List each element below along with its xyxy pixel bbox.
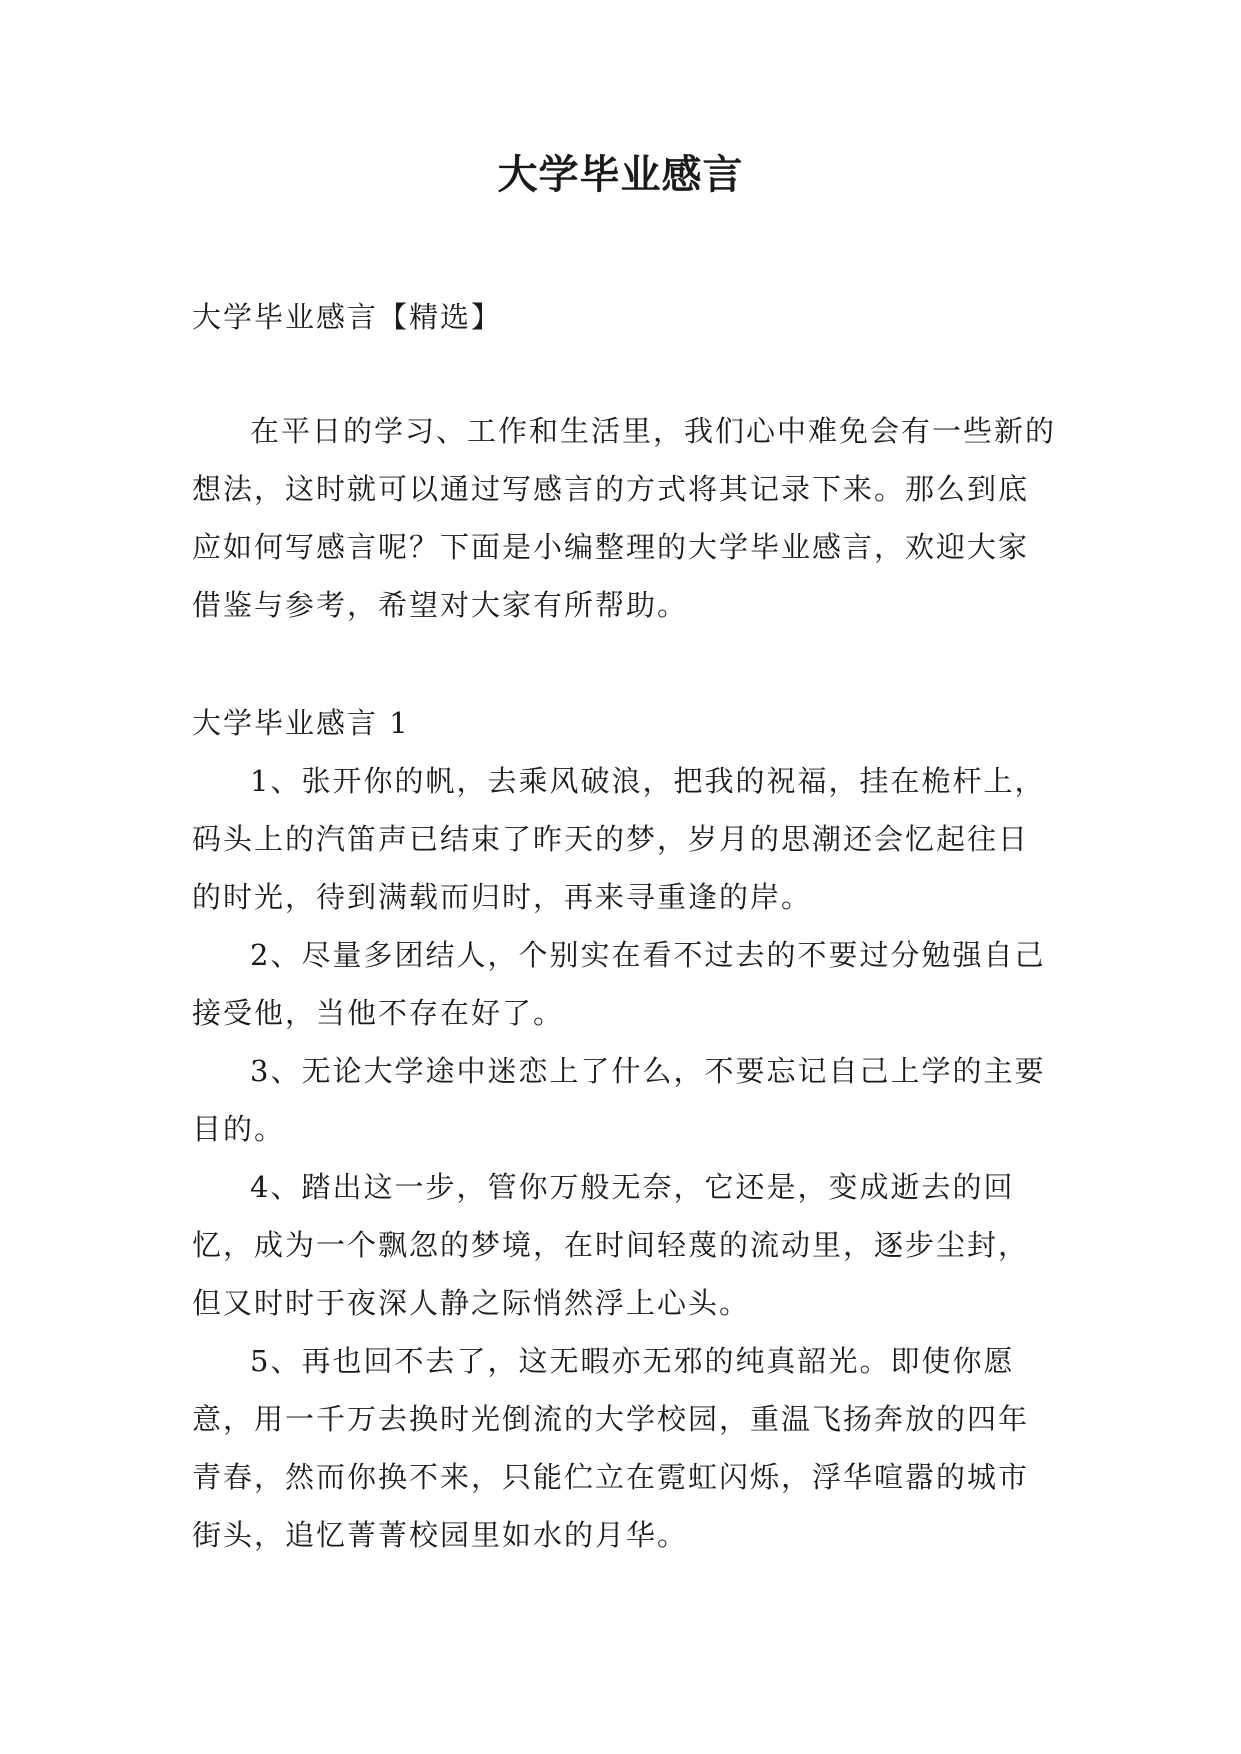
list-item-3: 3、无论大学途中迷恋上了什么，不要忘记自己上学的主要目的。 (192, 1054, 1046, 1146)
document-title: 大学毕业感言 (497, 152, 744, 198)
list-item-1: 1、张开你的帆，去乘风破浪，把我的祝福，挂在桅杆上，码头上的汽笛声已结束了昨天的梦，岁月的思潮还会忆起往日的时光，待到满载而归时，再来寻重逢的岸。 (192, 764, 1046, 914)
section-1 (192, 694, 1056, 1564)
section-heading: 大学毕业感言 1 (192, 706, 410, 740)
list-item-4: 4、踏出这一步，管你万般无奈，它还是，变成逝去的回忆，成为一个飘忽的梦境，在时间轻蔑的流动里，逐步尘封，但又时时于夜深人静之际悄然浮上心头。 (192, 1170, 1030, 1320)
list-item-5: 5、再也回不去了，这无暇亦无邪的纯真韶光。即使你愿意，用一千万去换时光倒流的大学校园，重温飞扬奔放的四年青春，然而你换不来，只能伫立在霓虹闪烁，浮华喧嚣的城市街头，追忆菁菁校园里如水的月华。 (192, 1344, 1030, 1552)
intro-paragraph: 在平日的学习、工作和生活里，我们心中难免会有一些新的想法，这时就可以通过写感言的方式将其记录下来。那么到底应如何写感言呢？下面是小编整理的大学毕业感言，欢迎大家借鉴与参考，希望对大家有所帮助。 (192, 414, 1057, 622)
document-subtitle: 大学毕业感言【精选】 (192, 300, 503, 334)
list-item-2: 2、尽量多团结人，个别实在看不过去的不要过分勉强自己接受他，当他不存在好了。 (192, 938, 1046, 1030)
